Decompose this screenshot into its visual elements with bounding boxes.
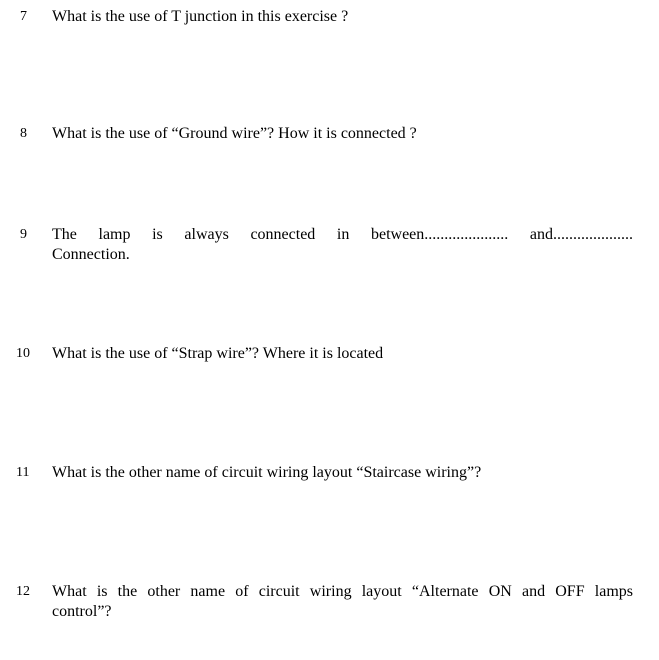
question-text <box>52 463 633 483</box>
question-text-line: Connection. <box>52 246 130 263</box>
question-text-line: The lamp is always connected in between..................... and.................... <box>52 226 633 243</box>
question-text-line: What is the use of “Strap wire”? Where it is located <box>52 345 384 362</box>
question-text <box>52 582 633 622</box>
question-number: 11 <box>16 465 30 480</box>
question-text <box>52 124 633 144</box>
question-text <box>52 344 633 364</box>
question-number: 7 <box>20 9 27 24</box>
question-text <box>52 225 633 265</box>
question-number: 12 <box>16 584 30 599</box>
question-text-line: What is the use of “Ground wire”? How it is connected ? <box>52 125 417 142</box>
question-text-line: What is the use of T junction in this exercise ? <box>52 8 349 25</box>
question-text-line: What is the other name of circuit wiring layout “Alternate ON and OFF lamps <box>52 583 633 600</box>
question-text <box>52 7 633 27</box>
question-number: 10 <box>16 346 30 361</box>
question-number: 8 <box>20 126 27 141</box>
question-text-line: What is the other name of circuit wiring layout “Staircase wiring”? <box>52 464 482 481</box>
question-text-line: control”? <box>52 603 112 620</box>
question-number: 9 <box>20 227 27 242</box>
